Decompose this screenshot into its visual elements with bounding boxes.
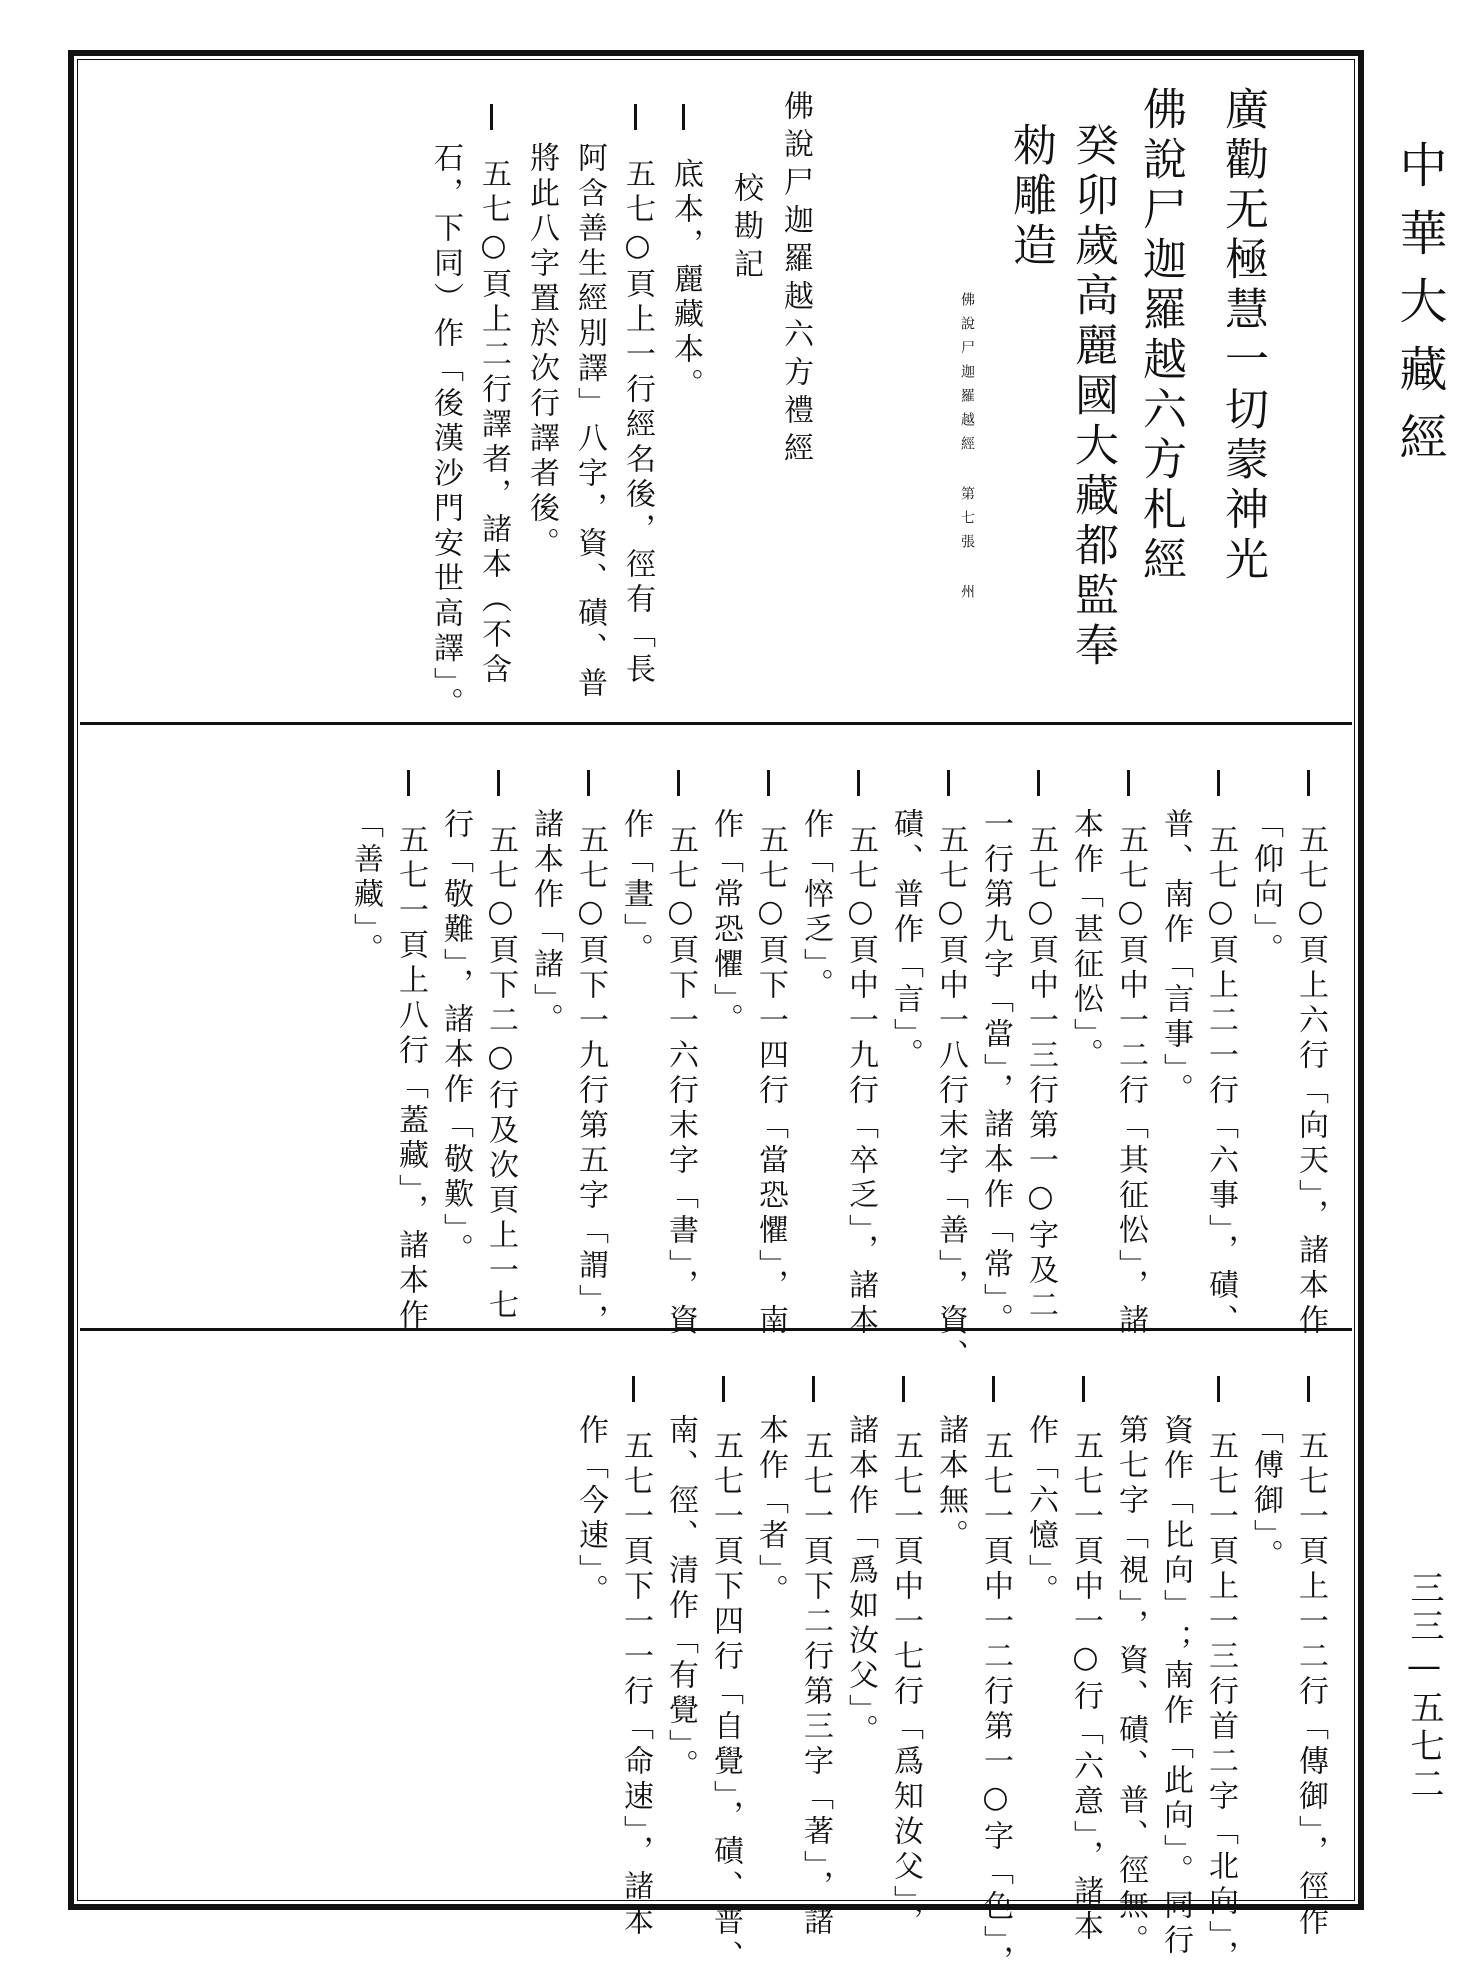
note-line: 五七一頁上一三行首二字「北向」， (1203, 1430, 1238, 1975)
notes-panel-3 (80, 1334, 1352, 1980)
notes-title: 佛說尸迦羅越六方禮經 (778, 90, 813, 470)
note-line: 五七一頁下一一行「命速」，諸本 (618, 1430, 653, 1940)
note-marker (677, 770, 680, 796)
note-line: 五七一頁上一二行「傳御」，徑作 (1293, 1430, 1328, 1940)
note-line: 五七一頁中一七行「爲知汝父」， (888, 1430, 923, 1940)
divider (80, 722, 1352, 725)
note-line: 作「晝」。 (618, 808, 653, 968)
note-line: 第七字「視」，資、磧、普、徑無。 (1113, 1414, 1148, 1959)
note-line: 五七一頁中一○行「六意」，諸本 (1068, 1430, 1103, 1945)
note-line: 諸本作「爲如汝父」。 (843, 1414, 878, 1749)
note-marker (992, 1376, 995, 1402)
note-line: 作「悴乏」。 (798, 808, 833, 1003)
note-line: 五七○頁中一二行「其征忪」，諸 (1113, 824, 1148, 1339)
note-marker (767, 770, 770, 796)
collection-title: 中華大藏經 (1391, 140, 1447, 480)
note-line: 五七○頁上二行譯者，諸本（不含 (476, 158, 511, 688)
note-line: 南、徑、清作「有覺」。 (663, 1414, 698, 1784)
note-marker (632, 1376, 635, 1402)
note-line: 五七○頁下二○行及次頁上一七 (483, 824, 518, 1324)
sutra-title: 佛說尸迦羅越六方札經 (1135, 86, 1186, 586)
note-marker (587, 770, 590, 796)
note-line: 諸本作「諸」。 (528, 808, 563, 1038)
margin-note: 佛說尸迦羅越經 第七張 州 (959, 292, 975, 608)
note-marker (857, 770, 860, 796)
note-marker (902, 1376, 905, 1402)
note-line: 五七○頁下一六行末字「書」，資 (663, 824, 698, 1339)
note-line: 五七一頁下四行「自覺」，磧、普、 (708, 1430, 743, 1975)
note-marker (722, 1376, 725, 1402)
notes-panel-2 (80, 728, 1352, 1374)
note-line: 作「六憶」。 (1023, 1414, 1058, 1609)
verse-line: 廣勸无極慧一切蒙神光 (1217, 86, 1268, 586)
notes-subtitle: 校勘記 (728, 172, 763, 286)
note-marker (490, 104, 493, 130)
note-line: 行「敬難」，諸本作「敬歎」。 (438, 808, 473, 1268)
note-marker (947, 770, 950, 796)
note-marker (1037, 770, 1040, 796)
note-line: 五七○頁下一九行第五字「謂」， (573, 824, 608, 1339)
note-marker (1127, 770, 1130, 796)
note-marker (682, 104, 685, 130)
note-marker (407, 770, 410, 796)
divider (80, 1328, 1352, 1331)
note-line: 五七○頁中一九行「卒乏」，諸本 (843, 824, 878, 1339)
page-number: 三三—五七二 (1404, 1570, 1444, 1804)
note-line: 底本，麗藏本。 (668, 158, 703, 403)
note-line: 「傅御」。 (1248, 1414, 1283, 1574)
note-line: 普、南作「言事」。 (1158, 808, 1193, 1108)
note-line: 五七一頁中一二行第一○字「色」， (978, 1430, 1013, 1980)
page-frame (68, 50, 1364, 1980)
note-line: 將此八字置於次行譯者後。 (524, 142, 559, 562)
note-marker (1082, 1376, 1085, 1402)
note-marker (497, 770, 500, 796)
note-line: 阿含善生經別譯」八字，資、磧、普 (572, 142, 607, 702)
note-line: 五七一頁下二行第三字「著」，諸 (798, 1430, 833, 1940)
note-marker (1307, 1376, 1310, 1402)
note-line: 五七○頁上六行「向天」，諸本作 (1293, 824, 1328, 1339)
note-line: 「善藏」。 (348, 808, 383, 968)
note-line: 本作「者」。 (753, 1414, 788, 1609)
note-line: 石，下同）作「後漢沙門安世高譯」。 (428, 142, 463, 722)
note-line: 作「常恐懼」。 (708, 808, 743, 1038)
note-marker (1217, 770, 1220, 796)
edition-line-2: 勑雕造 (1005, 122, 1056, 272)
note-line: 五七○頁上二一行「六事」，磧、 (1203, 824, 1238, 1339)
note-marker (1307, 770, 1310, 796)
note-line: 作「今速」。 (573, 1414, 608, 1609)
note-marker (812, 1376, 815, 1402)
note-line: 一行第九字「當」，諸本作「常」。 (978, 808, 1013, 1338)
note-line: 「仰向」。 (1248, 808, 1283, 968)
note-line: 本作「甚征忪」。 (1068, 808, 1103, 1073)
note-marker (1217, 1376, 1220, 1402)
note-line: 資作「比向」；南作「此向」。同行 (1158, 1414, 1193, 1959)
note-line: 五七○頁下一四行「當恐懼」，南 (753, 824, 788, 1339)
note-line: 五七一頁上八行「蓋藏」，諸本作 (393, 824, 428, 1334)
note-line: 五七○頁上一行經名後，徑有「長 (620, 158, 655, 688)
note-line: 五七○頁中一三行第一○字及二 (1023, 824, 1058, 1324)
note-line: 磧、普作「言」。 (888, 808, 923, 1073)
header-panel (80, 62, 1352, 722)
note-line: 諸本無。 (933, 1414, 968, 1554)
note-marker (634, 104, 637, 130)
edition-line: 癸卯歲高麗國大藏都監奉 (1067, 122, 1118, 672)
note-line: 五七○頁中一八行末字「善」，資、 (933, 824, 968, 1374)
